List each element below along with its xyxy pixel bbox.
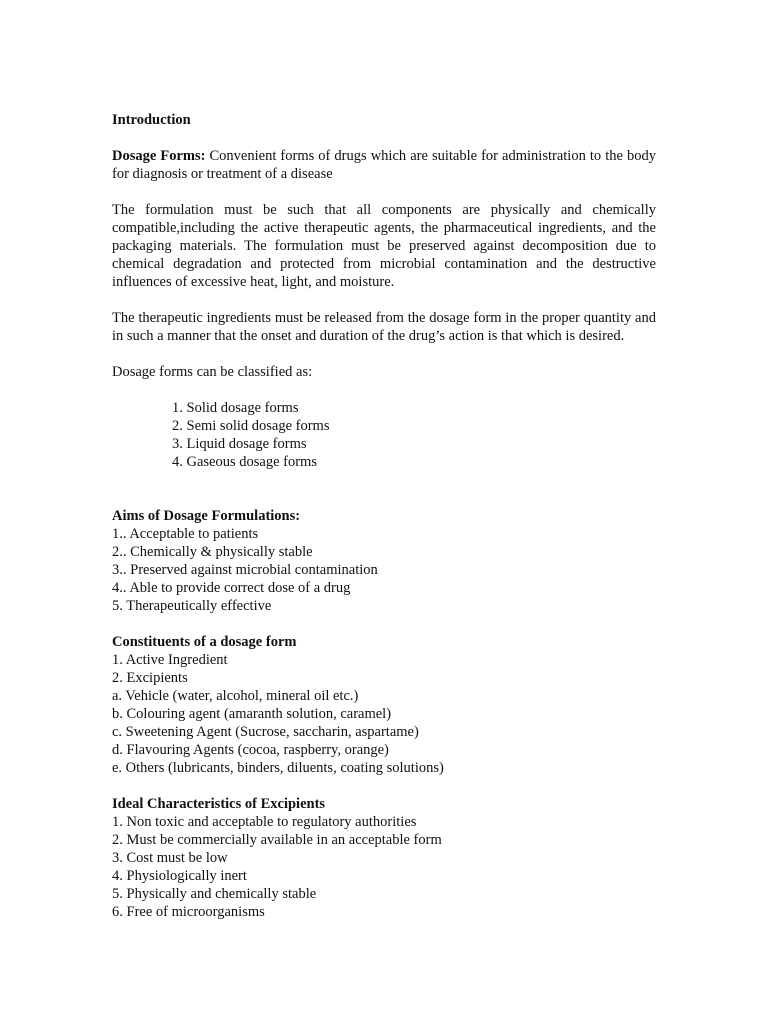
- dosage-forms-text: Convenient forms of drugs which are suitable for administration to the body for diagnosis or treatment of a disease: [112, 148, 656, 182]
- dosage-forms-definition: [112, 147, 656, 183]
- list-item: 1. Non toxic and acceptable to regulatory authorities: [112, 814, 417, 830]
- list-item: 4.. Able to provide correct dose of a drug: [112, 580, 351, 596]
- introduction-heading: Introduction: [112, 112, 191, 128]
- list-item: 3.. Preserved against microbial contamination: [112, 562, 378, 578]
- classification-list: [112, 399, 656, 471]
- list-item: a. Vehicle (water, alcohol, mineral oil etc.): [112, 688, 359, 704]
- list-item: 2. Semi solid dosage forms: [172, 418, 330, 434]
- dosage-forms-term: Dosage Forms:: [112, 148, 206, 164]
- list-item: 1. Solid dosage forms: [172, 400, 299, 416]
- list-item: 2. Excipients: [112, 670, 188, 686]
- document-page: [112, 111, 656, 921]
- excipients-list: [112, 813, 656, 921]
- list-item: 5. Physically and chemically stable: [112, 886, 317, 902]
- list-item: 1.. Acceptable to patients: [112, 526, 259, 542]
- formulation-paragraph: The formulation must be such that all components are physically and chemically compatible,including the active therapeutic agents, the pharmaceutical ingredients, and the packaging materials. The formulation must be preserved against decomposition due to chemical degradation and protected from microbial contamination and the destructive influences of excessive heat, light, and moisture.: [112, 202, 656, 290]
- constituents-list: [112, 651, 656, 777]
- list-item: e. Others (lubricants, binders, diluents, coating solutions): [112, 760, 444, 776]
- list-item: d. Flavouring Agents (cocoa, raspberry, orange): [112, 742, 389, 758]
- list-item: 2.. Chemically & physically stable: [112, 544, 313, 560]
- list-item: 4. Gaseous dosage forms: [172, 454, 317, 470]
- list-item: 5. Therapeutically effective: [112, 598, 272, 614]
- aims-list: [112, 525, 656, 615]
- list-item: 2. Must be commercially available in an acceptable form: [112, 832, 442, 848]
- list-item: c. Sweetening Agent (Sucrose, saccharin, aspartame): [112, 724, 419, 740]
- aims-heading: Aims of Dosage Formulations:: [112, 508, 301, 524]
- classified-paragraph: Dosage forms can be classified as:: [112, 364, 313, 380]
- release-paragraph: The therapeutic ingredients must be released from the dosage form in the proper quantity and in such a manner that the onset and duration of the drug’s action is that which is desired.: [112, 310, 656, 344]
- list-item: 3. Liquid dosage forms: [172, 436, 307, 452]
- constituents-heading: Constituents of a dosage form: [112, 634, 297, 650]
- list-item: 4. Physiologically inert: [112, 868, 247, 884]
- list-item: 3. Cost must be low: [112, 850, 228, 866]
- list-item: 6. Free of microorganisms: [112, 904, 265, 920]
- excipients-heading: Ideal Characteristics of Excipients: [112, 796, 326, 812]
- list-item: 1. Active Ingredient: [112, 652, 228, 668]
- list-item: b. Colouring agent (amaranth solution, caramel): [112, 706, 392, 722]
